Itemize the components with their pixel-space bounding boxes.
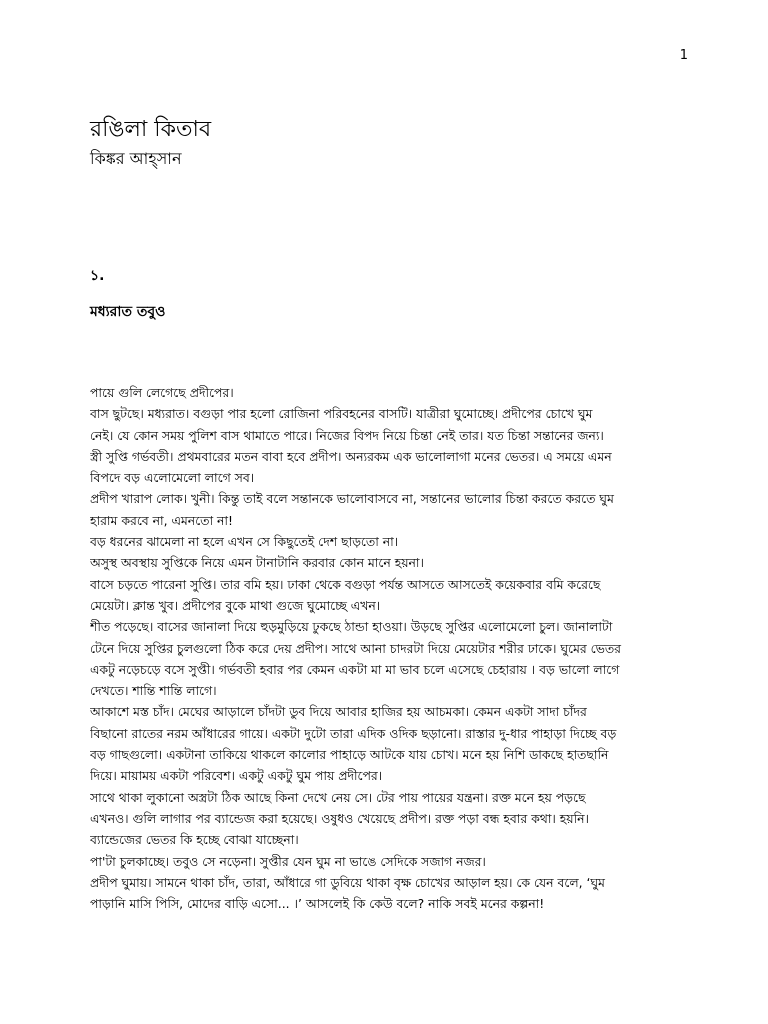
chapter-number: ১. xyxy=(90,268,105,284)
body-line: পাড়ানি মাসি পিসি, মোদের বাড়ি এসো... ।’ আসলেই কি কেউ বলে? নাকি সবই মনের কল্পনা! xyxy=(90,896,545,912)
body-line: নেই। যে কোন সময় পুলিশ বাস থামাতে পারে। নিজের বিপদ নিয়ে চিন্তা নেই তার। যত চিন্তা সন্তানের জন্য। xyxy=(90,427,604,443)
body-line: পায়ে গুলি লেগেছে প্রদীপের। xyxy=(90,385,234,400)
body-line: দেখতে। শান্তি শান্তি লাগে। xyxy=(90,683,217,699)
chapter-title: মধ্যরাত তবুও xyxy=(90,304,166,320)
author-name: কিঙ্কর আহ্‌সান xyxy=(90,149,182,168)
body-line: বিপদে বড় এলোমেলো লাগে সব। xyxy=(90,470,255,486)
body-line: বড় গাছগুলো। একটানা তাকিয়ে থাকলে কালোর পাহাড়ে আটকে যায় চোখ। মনে হয় নিশি ডাকছে হাতছানি xyxy=(90,747,609,763)
body-line: আকাশে মস্ত চাঁদ। মেঘের আড়ালে চাঁদটা ডুব দিয়ে আবার হাজির হয় আচমকা। কেমন একটা সাদা চাঁদর xyxy=(90,704,587,720)
body-line: দিয়ে। মায়াময় একটা পরিবেশ। একটু একটু ঘুম পায় প্রদীপের। xyxy=(90,768,383,784)
body-line: মেয়েটা। ক্লান্ত খুব। প্রদীপের বুকে মাথা গুজে ঘুমোচ্ছে এখন। xyxy=(90,597,381,613)
body-line: পা'টা চুলকাচ্ছে। তবুও সে নড়েনা। সুপ্তীর যেন ঘুম না ভাঙে সেদিকে সজাগ নজর। xyxy=(90,853,486,869)
body-line: সাথে থাকা লুকানো অস্ত্রটা ঠিক আছে কিনা দেখে নেয় সে। টের পায় পায়ের যন্ত্রনা। রক্ত মনে হয় পড়ছে xyxy=(90,789,586,805)
body-line: একটু নড়েচড়ে বসে সুপ্তী। গর্ভবতী হবার পর কেমন একটা মা মা ভাব চলে এসেছে চেহারায় । বড় ভালো লাগে xyxy=(90,661,620,677)
page-number: 1 xyxy=(679,48,688,63)
body-line: হারাম করবে না, এমনতো না! xyxy=(90,512,233,528)
body-line: বড় ধরনের ঝামেলা না হলে এখন সে কিছুতেই দেশ ছাড়তো না। xyxy=(90,534,399,550)
body-line: শীত পড়েছে। বাসের জানালা দিয়ে হুড়মুড়িয়ে ঢুকছে ঠান্ডা হাওয়া। উড়ছে সুপ্তির এলোমেলো চুল। জানালাটা xyxy=(90,619,613,635)
body-line: বিছানো রাতের নরম আঁধারের গায়ে। একটা দুটো তারা এদিক ওদিক ছড়ানো। রাস্তার দু-ধার পাহাড়া দিচ্ছে বড় xyxy=(90,725,617,741)
body-line: টেনে দিয়ে সুপ্তির চুলগুলো ঠিক করে দেয় প্রদীপ। সাথে আনা চাদরটা দিয়ে মেয়েটার শরীর ঢাকে। ঘুমের ভেতর xyxy=(90,640,621,656)
chapter-body xyxy=(90,382,680,914)
body-line: স্ত্রী সুপ্তি গর্ভবতী। প্রথমবারের মতন বাবা হবে প্রদীপ। অন্যরকম এক ভালোলাগা মনের ভেতর। এ সময়ে এমন xyxy=(90,448,612,464)
body-line: অসুস্থ অবস্থায় সুপ্তিকে নিয়ে এমন টানাটানি করবার কোন মানে হয়না। xyxy=(90,555,424,571)
body-line: বাসে চড়তে পারেনা সুপ্তি। তার বমি হয়। ঢাকা থেকে বগুড়া পর্যন্ত আসতে আসতেই কয়েকবার বমি করেছে xyxy=(90,576,601,592)
body-line: বাস ছুটছে। মধ্যরাত। বগুড়া পার হলো রোজিনা পরিবহনের বাসটি। যাত্রীরা ঘুমোচ্ছে। প্রদীপের চোখে ঘুম xyxy=(90,406,593,422)
body-line: প্রদীপ ঘুমায়। সামনে থাকা চাঁদ, তারা, আঁধারে গা ডুবিয়ে থাকা বৃক্ষ চোখের আড়াল হয়। কে যেন বলে, ‘ঘুম xyxy=(90,874,605,890)
body-line: ব্যান্ডেজের ভেতর কি হচ্ছে বোঝা যাচ্ছেনা। xyxy=(90,832,299,848)
body-line: এখনও। গুলি লাগার পর ব্যান্ডেজ করা হয়েছে। ওষুধও খেয়েছে প্রদীপ। রক্ত পড়া বন্ধ হবার কথা। হয়নি। xyxy=(90,810,589,826)
body-line: প্রদীপ খারাপ লোক। খুনী। কিন্তু তাই বলে সন্তানকে ভালোবাসবে না, সন্তানের ভালোর চিন্তা করতে করতে ঘুম xyxy=(90,491,614,507)
book-title: রঙিলা কিতাব xyxy=(90,117,212,142)
